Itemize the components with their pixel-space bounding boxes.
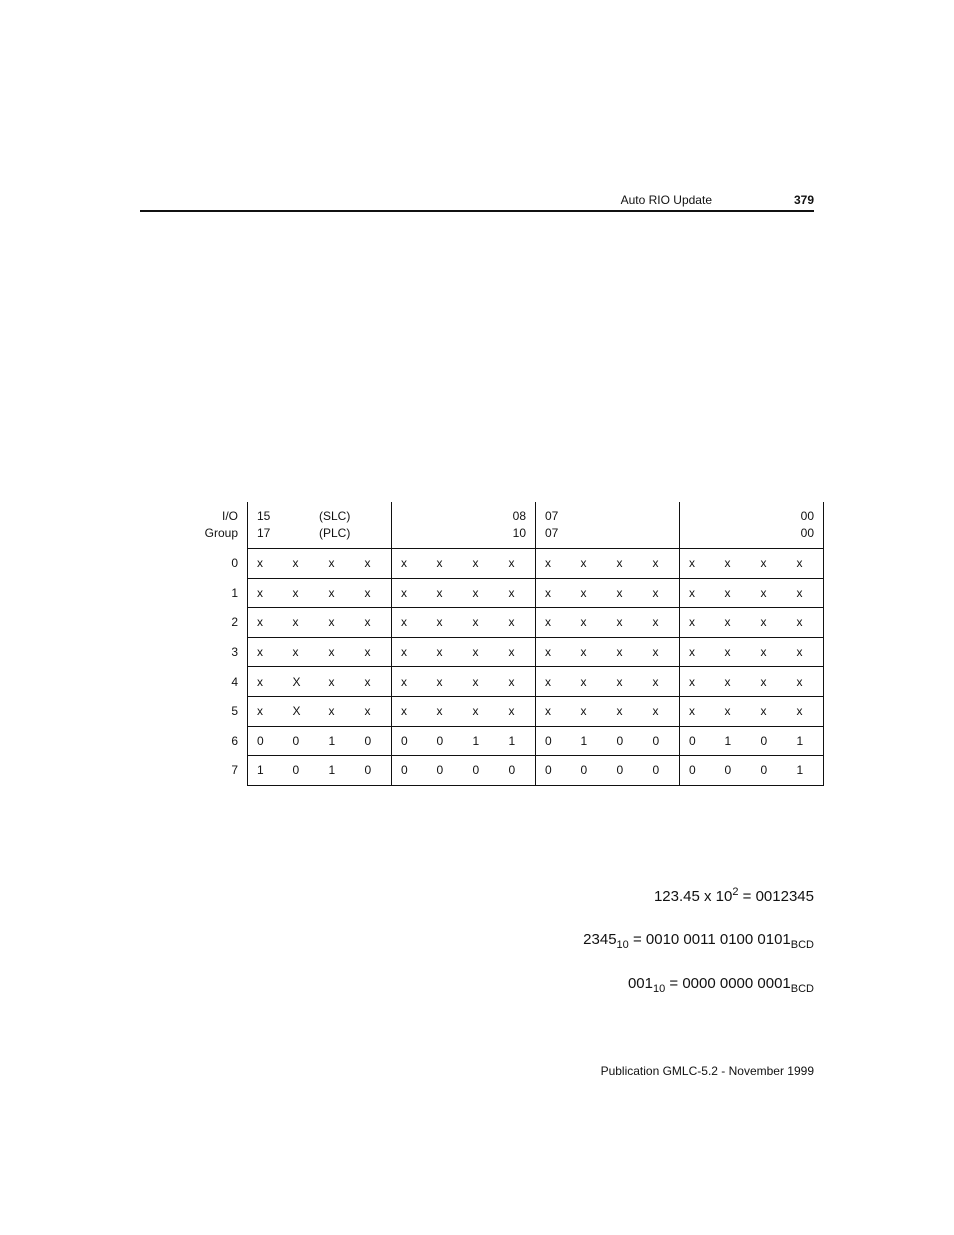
- bit-07-plc-label: 07: [545, 526, 559, 540]
- bit-cell: 0: [428, 726, 464, 756]
- bit-cell: x: [572, 667, 608, 697]
- bit-cell: x: [428, 667, 464, 697]
- bit-cell: x: [644, 637, 680, 667]
- bit-cell: x: [464, 667, 500, 697]
- equation-bcd-001: [628, 975, 814, 995]
- table-row: [190, 696, 824, 726]
- bit-cell: x: [608, 549, 644, 579]
- bit-cell: x: [320, 608, 356, 638]
- bit-cell: x: [284, 549, 320, 579]
- plc-label: (PLC): [319, 526, 351, 540]
- table-row: [190, 578, 824, 608]
- table-row: [190, 726, 824, 756]
- io-group-bit-table: [190, 502, 824, 786]
- table-row: [190, 756, 824, 786]
- bit-cell: 0: [752, 756, 788, 786]
- bit-cell: x: [500, 667, 536, 697]
- bit-cell: x: [464, 696, 500, 726]
- bit-cell: x: [356, 549, 392, 579]
- bit-cell: x: [356, 667, 392, 697]
- bit-cell: 0: [392, 726, 428, 756]
- eq1-result: = 0012345: [738, 888, 814, 905]
- bit-cell: 0: [680, 726, 716, 756]
- bit-cell: 1: [788, 726, 824, 756]
- io-group-number: 1: [190, 578, 248, 608]
- bit-cell: x: [572, 608, 608, 638]
- bit-cell: x: [392, 549, 428, 579]
- bit-cell: x: [716, 578, 752, 608]
- bit-cell: x: [428, 549, 464, 579]
- bit-cell: X: [284, 696, 320, 726]
- bit-cell: x: [392, 637, 428, 667]
- bit-07-slc-label: 07: [545, 509, 559, 523]
- bit-cell: x: [536, 608, 572, 638]
- bit-cell: x: [248, 549, 284, 579]
- bit-cell: x: [608, 608, 644, 638]
- eq1-base: 123.45 x 10: [653, 888, 733, 905]
- bit-cell: 0: [644, 756, 680, 786]
- table-row: [190, 549, 824, 579]
- bit-cell: 0: [572, 756, 608, 786]
- bit-cell: 0: [644, 726, 680, 756]
- eq2-rhs: = 0010 0011 0100 0101: [628, 931, 791, 948]
- eq3-lhs: 001: [627, 975, 653, 992]
- bit-15-label: 15: [257, 509, 271, 523]
- eq2-rhs-base: BCD: [790, 939, 814, 951]
- bit-cell: x: [356, 608, 392, 638]
- bit-cell: 0: [500, 756, 536, 786]
- io-group-number: 5: [190, 696, 248, 726]
- table-row: [190, 608, 824, 638]
- header-group-4: [680, 502, 824, 549]
- bit-cell: x: [392, 667, 428, 697]
- bit-cell: x: [500, 549, 536, 579]
- eq1-exponent: 2: [732, 886, 739, 898]
- bit-cell: x: [572, 637, 608, 667]
- table-row: [190, 667, 824, 697]
- bit-cell: x: [644, 696, 680, 726]
- equation-bcd-2345: [583, 931, 814, 951]
- eq3-rhs: = 0000 0000 0001: [665, 975, 791, 992]
- bit-cell: x: [320, 667, 356, 697]
- bit-cell: x: [716, 637, 752, 667]
- bit-cell: 1: [248, 756, 284, 786]
- bit-cell: 1: [500, 726, 536, 756]
- io-group-number: 2: [190, 608, 248, 638]
- bit-cell: x: [716, 696, 752, 726]
- bit-cell: x: [752, 608, 788, 638]
- bit-cell: x: [464, 637, 500, 667]
- bit-cell: x: [680, 608, 716, 638]
- bit-cell: x: [788, 696, 824, 726]
- bit-cell: x: [644, 608, 680, 638]
- bit-cell: 0: [392, 756, 428, 786]
- bit-cell: x: [752, 667, 788, 697]
- bit-cell: 0: [716, 756, 752, 786]
- bit-cell: x: [536, 549, 572, 579]
- bit-cell: x: [500, 578, 536, 608]
- bit-cell: x: [536, 667, 572, 697]
- running-header-title: Auto RIO Update: [620, 193, 712, 207]
- bit-cell: x: [716, 549, 752, 579]
- bit-cell: x: [644, 578, 680, 608]
- bit-cell: 1: [320, 756, 356, 786]
- bit-cell: x: [464, 578, 500, 608]
- bit-cell: 1: [716, 726, 752, 756]
- io-group-number: 4: [190, 667, 248, 697]
- bit-cell: 0: [248, 726, 284, 756]
- equation-scientific: [654, 886, 814, 905]
- bit-cell: x: [572, 696, 608, 726]
- bit-cell: x: [608, 667, 644, 697]
- table-header-row: [190, 502, 824, 549]
- bit-cell: x: [392, 608, 428, 638]
- bit-cell: x: [752, 696, 788, 726]
- bit-cell: x: [248, 696, 284, 726]
- bit-cell: x: [644, 549, 680, 579]
- bit-cell: 0: [356, 726, 392, 756]
- bit-cell: x: [716, 667, 752, 697]
- bit-cell: x: [428, 696, 464, 726]
- bit-cell: x: [428, 608, 464, 638]
- bit-17-label: 17: [257, 526, 271, 540]
- bit-cell: x: [536, 696, 572, 726]
- io-label: I/O: [221, 509, 238, 524]
- header-group-3: [536, 502, 680, 549]
- bit-cell: x: [248, 637, 284, 667]
- bit-cell: x: [572, 578, 608, 608]
- bit-cell: 1: [320, 726, 356, 756]
- bit-cell: x: [680, 637, 716, 667]
- bit-cell: 0: [428, 756, 464, 786]
- bit-cell: 0: [464, 756, 500, 786]
- bit-cell: x: [284, 637, 320, 667]
- bit-cell: 0: [284, 756, 320, 786]
- bit-cell: 1: [788, 756, 824, 786]
- bit-cell: x: [356, 637, 392, 667]
- bit-cell: x: [392, 578, 428, 608]
- bit-cell: x: [248, 578, 284, 608]
- bit-cell: x: [680, 667, 716, 697]
- eq2-lhs-base: 10: [616, 939, 629, 951]
- bit-cell: x: [248, 608, 284, 638]
- io-group-number: 3: [190, 637, 248, 667]
- bit-cell: x: [248, 667, 284, 697]
- bit-cell: x: [392, 696, 428, 726]
- header-divider: [140, 210, 814, 212]
- bit-cell: x: [752, 549, 788, 579]
- bit-cell: 0: [356, 756, 392, 786]
- bit-cell: 0: [536, 756, 572, 786]
- slc-label: (SLC): [319, 509, 351, 523]
- bit-cell: 0: [680, 756, 716, 786]
- bit-cell: x: [608, 637, 644, 667]
- bit-cell: x: [500, 696, 536, 726]
- bit-cell: 0: [752, 726, 788, 756]
- bit-00-plc-label: 00: [800, 526, 814, 540]
- bit-cell: x: [572, 549, 608, 579]
- bit-10-label: 10: [512, 526, 526, 540]
- bit-cell: x: [536, 578, 572, 608]
- bit-cell: x: [320, 549, 356, 579]
- bit-cell: x: [752, 637, 788, 667]
- table-row: [190, 637, 824, 667]
- bit-cell: x: [788, 667, 824, 697]
- bit-cell: x: [320, 578, 356, 608]
- bit-cell: x: [428, 578, 464, 608]
- header-group-2: [392, 502, 536, 549]
- bit-cell: x: [788, 608, 824, 638]
- eq2-lhs: 2345: [583, 931, 617, 948]
- bit-cell: x: [464, 608, 500, 638]
- bit-cell: x: [536, 637, 572, 667]
- bit-cell: x: [608, 578, 644, 608]
- io-group-header: [190, 502, 248, 549]
- bit-cell: x: [716, 608, 752, 638]
- publication-footer: Publication GMLC-5.2 - November 1999: [600, 1064, 814, 1078]
- bit-cell: x: [752, 578, 788, 608]
- io-group-number: 6: [190, 726, 248, 756]
- bit-08-label: 08: [512, 509, 526, 523]
- bit-cell: 1: [464, 726, 500, 756]
- bit-cell: x: [644, 667, 680, 697]
- bit-cell: x: [608, 696, 644, 726]
- io-group-number: 0: [190, 549, 248, 579]
- bit-cell: x: [356, 578, 392, 608]
- group-label: Group: [204, 526, 238, 541]
- bit-cell: x: [680, 578, 716, 608]
- bit-cell: x: [500, 608, 536, 638]
- io-group-number: 7: [190, 756, 248, 786]
- bit-cell: 0: [608, 756, 644, 786]
- bit-cell: x: [788, 578, 824, 608]
- bit-00-slc-label: 00: [800, 509, 814, 523]
- eq3-lhs-base: 10: [652, 983, 666, 995]
- bit-cell: x: [788, 637, 824, 667]
- bit-cell: 0: [608, 726, 644, 756]
- bit-cell: x: [356, 696, 392, 726]
- bit-cell: x: [680, 549, 716, 579]
- bit-cell: x: [320, 637, 356, 667]
- bit-cell: x: [284, 578, 320, 608]
- bit-cell: x: [428, 637, 464, 667]
- bit-cell: X: [284, 667, 320, 697]
- bit-cell: x: [464, 549, 500, 579]
- header-group-1: [248, 502, 392, 549]
- bit-cell: 0: [284, 726, 320, 756]
- bit-cell: x: [788, 549, 824, 579]
- bit-cell: x: [284, 608, 320, 638]
- bit-cell: x: [320, 696, 356, 726]
- bit-cell: x: [680, 696, 716, 726]
- bit-cell: 1: [572, 726, 608, 756]
- page-number: 379: [793, 193, 814, 207]
- bit-cell: 0: [536, 726, 572, 756]
- bit-cell: x: [500, 637, 536, 667]
- eq3-rhs-base: BCD: [790, 983, 814, 995]
